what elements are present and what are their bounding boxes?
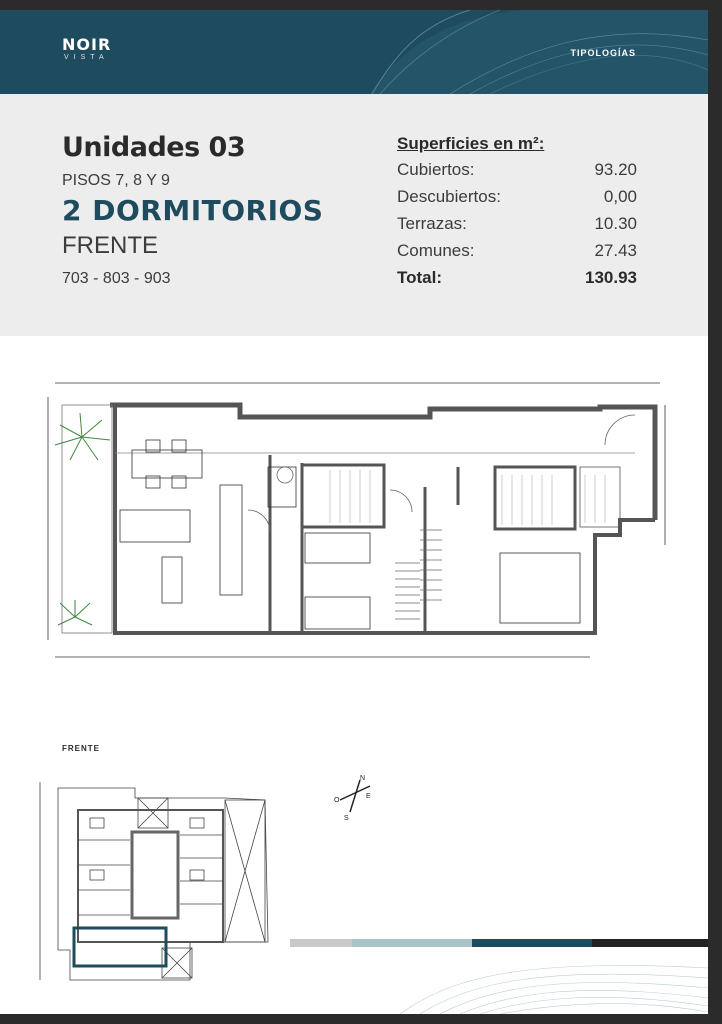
section-label: TIPOLOGÍAS xyxy=(570,48,636,58)
unit-title: Unidades 03 xyxy=(62,132,246,163)
brand-logo xyxy=(62,36,111,62)
logo-subtitle: VISTA xyxy=(64,54,109,61)
surface-value: 130.93 xyxy=(585,268,637,287)
surface-row-comunes xyxy=(397,241,637,268)
unit-floors: PISOS 7, 8 Y 9 xyxy=(62,172,170,189)
plant-icon xyxy=(55,413,110,625)
color-bar xyxy=(592,939,708,947)
surface-label: Descubiertos: xyxy=(397,187,501,206)
svg-text:S: S xyxy=(344,815,349,822)
surface-value: 27.43 xyxy=(594,241,637,260)
svg-text:O: O xyxy=(334,797,340,804)
surface-label: Terrazas: xyxy=(397,214,467,233)
unit-bedrooms: 2 DORMITORIOS xyxy=(62,194,324,227)
brochure-page xyxy=(0,10,708,1014)
unit-info-panel xyxy=(0,94,708,336)
surface-row-total xyxy=(397,268,637,295)
surface-label: Total: xyxy=(397,268,443,287)
surface-value: 0,00 xyxy=(603,187,637,206)
key-plan-label: FRENTE xyxy=(62,744,100,753)
color-bars xyxy=(290,939,708,947)
surface-row-descubiertos xyxy=(397,187,637,214)
surface-value: 10.30 xyxy=(594,214,637,233)
unit-numbers: 703 - 803 - 903 xyxy=(62,270,171,287)
svg-text:E: E xyxy=(366,793,371,800)
surface-row-cubiertos xyxy=(397,160,637,187)
surface-value: 93.20 xyxy=(594,160,637,179)
color-bar xyxy=(290,939,352,947)
page-header xyxy=(0,10,708,94)
color-bar xyxy=(472,939,592,947)
surface-label: Cubiertos: xyxy=(397,160,475,179)
logo-wordmark: NOIR xyxy=(62,35,112,54)
footer-wave-graphic xyxy=(0,948,708,1014)
surfaces-title: Superficies en m²: xyxy=(397,134,545,153)
compass-icon xyxy=(330,772,380,822)
surface-row-terrazas xyxy=(397,214,637,241)
surfaces-table xyxy=(397,160,637,295)
color-bar xyxy=(352,939,472,947)
surface-label: Comunes: xyxy=(397,241,475,260)
floor-plan xyxy=(40,375,670,665)
unit-orientation: FRENTE xyxy=(62,232,158,259)
svg-text:N: N xyxy=(360,775,366,782)
